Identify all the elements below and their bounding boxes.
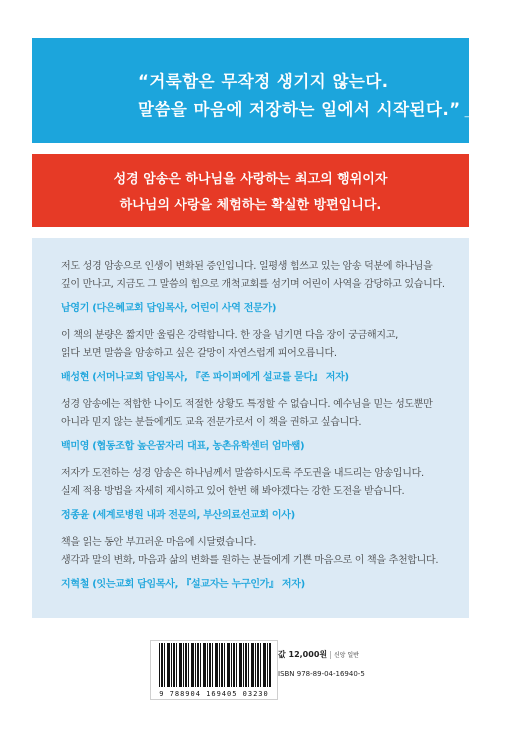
price-row bbox=[278, 649, 380, 662]
book-category: 신앙 일반 bbox=[333, 652, 359, 659]
statement-line-2: 하나님의 사랑을 체험하는 확실한 방편입니다. bbox=[119, 198, 382, 213]
endorsement-text: 읽다 보면 말씀을 암송하고 싶은 갈망이 자연스럽게 피어오릅니다. bbox=[61, 348, 337, 359]
quote-author: _ 존 맥아더 bbox=[464, 107, 515, 118]
quote-line-2 bbox=[138, 96, 515, 120]
endorsements-panel bbox=[32, 238, 469, 618]
endorsement bbox=[61, 396, 461, 456]
endorser-name: 백미영 (협동조합 높은꿈자리 대표, 농촌유학센터 엄마쌤) bbox=[61, 441, 305, 452]
endorsement-text: 저자가 도전하는 성경 암송은 하나님께서 말씀하시도록 주도권을 내드리는 암송입니다. bbox=[61, 468, 424, 479]
endorsement-text: 이 책의 분량은 짧지만 울림은 강력합니다. 한 장을 넘기면 다음 장이 궁금해지고, bbox=[61, 330, 398, 341]
barcode-digits: 9 788904 169405 03230 bbox=[159, 690, 269, 698]
endorsement-text: 책을 읽는 동안 부끄러운 마음에 시달렸습니다. bbox=[61, 537, 257, 548]
endorser-name: 배성현 (서머나교회 담임목사, 『존 파이퍼에게 설교를 묻다』 저자) bbox=[61, 372, 349, 383]
price-info bbox=[278, 649, 380, 680]
price: 값 12,000원 bbox=[278, 650, 328, 659]
endorsement-text: 저도 성경 암송으로 인생이 변화된 증인입니다. 일평생 힘쓰고 있는 암송 덕분에 하나님을 bbox=[61, 261, 433, 272]
endorsement-text: 깊이 만나고, 지금도 그 말씀의 힘으로 개척교회를 섬기며 어린이 사역을 감당하고 있습니다. bbox=[61, 279, 445, 290]
endorsement bbox=[61, 465, 461, 525]
price-separator: | bbox=[329, 650, 332, 659]
isbn-number: ISBN 978-89-04-16940-5 bbox=[278, 670, 365, 678]
quote-line-1: “거룩함은 무작정 생기지 않는다. bbox=[138, 72, 389, 91]
endorser-name: 정종윤 (세계로병원 내과 전문의, 부산의료선교회 이사) bbox=[61, 510, 295, 521]
endorsement-text: 성경 암송에는 적합한 나이도 적절한 상황도 특정할 수 없습니다. 예수님을 믿는 성도뿐만 bbox=[61, 399, 433, 410]
endorsement bbox=[61, 258, 461, 318]
endorsement-text: 아니라 믿지 않는 분들에게도 교육 전문가로서 이 책을 권하고 싶습니다. bbox=[61, 417, 362, 428]
endorser-name: 지혁철 (잇는교회 담임목사, 『설교자는 누구인가』 저자) bbox=[61, 579, 305, 590]
quote-banner bbox=[32, 38, 515, 143]
endorsement-text: 생각과 말의 변화, 마음과 삶의 변화를 원하는 분들에게 기쁜 마음으로 이 책을 추천합니다. bbox=[61, 555, 439, 566]
endorsement bbox=[61, 327, 461, 387]
endorser-name: 남영기 (다은혜교회 담임목사, 어린이 사역 전문가) bbox=[61, 303, 277, 314]
barcode-bars bbox=[159, 643, 271, 687]
endorsement bbox=[61, 534, 461, 594]
quote-line-2-text: 말씀을 마음에 저장하는 일에서 시작된다.” bbox=[138, 100, 461, 119]
endorsement-text: 실제 적용 방법을 자세히 제시하고 있어 한번 해 봐야겠다는 강한 도전을 받습니다. bbox=[61, 486, 405, 497]
statement-line-1: 성경 암송은 하나님을 사랑하는 최고의 행위이자 bbox=[113, 172, 388, 187]
isbn-barcode bbox=[150, 640, 278, 700]
statement-banner bbox=[32, 154, 469, 227]
